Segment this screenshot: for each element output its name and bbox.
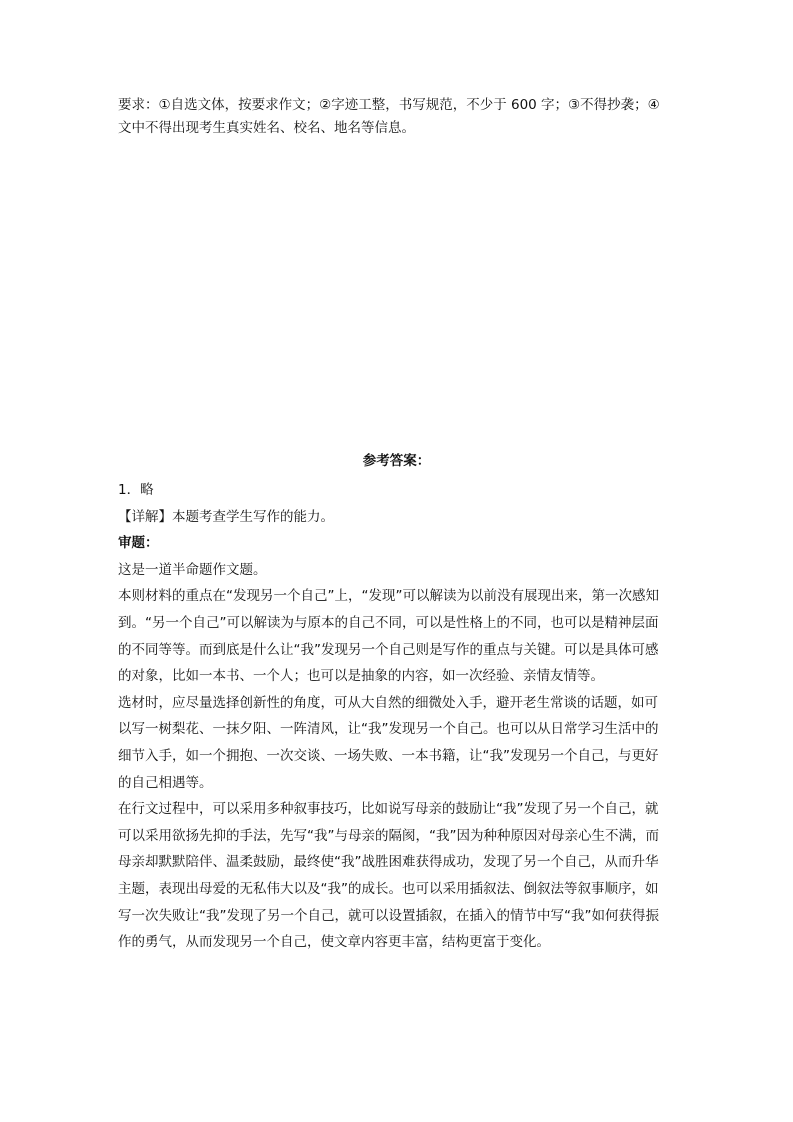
paragraph-4-line: 可以采用欲扬先抑的手法，先写“我”与母亲的隔阂，“我”因为种种原因对母亲心生不满，而: [118, 827, 659, 844]
paragraph-2-line: 的不同等等。而到底是什么让“我”发现另一个自己则是写作的重点与关键。可以是具体可感: [118, 641, 659, 658]
review-heading: 审题：: [118, 535, 159, 552]
paragraph-3-line: 以写一树梨花、一抹夕阳、一阵清风，让“我”发现另一个自己。也可以从日常学习生活中的: [118, 721, 659, 738]
paragraph-4-line: 作的勇气，从而发现另一个自己，使文章内容更丰富，结构更富于变化。: [118, 934, 550, 951]
paragraph-2-line: 的对象，比如一本书、一个人；也可以是抽象的内容，如一次经验、亲情友情等。: [118, 668, 604, 685]
answer-section-title: 参考答案：: [362, 453, 431, 469]
paragraph-2-line: 到。“另一个自己”可以解读为与原本的自己不同，可以是性格上的不同，也可以是精神层面: [118, 614, 659, 631]
paragraph-3-line: 的自己相遇等。: [118, 774, 213, 791]
requirements-line-1: 要求：①自选文体，按要求作文；②字迹工整，书写规范，不少于 600 字；③不得抄袭；④: [118, 97, 660, 113]
paragraph-3-line: 选材时，应尽量选择创新性的角度，可从大自然的细微处入手，避开老生常谈的话题，如可: [118, 694, 658, 711]
paragraph-4: [118, 796, 680, 956]
paragraph-3: [118, 690, 680, 796]
paragraph-1: 这是一道半命题作文题。: [118, 561, 267, 578]
answer-detail: 【详解】本题考查学生写作的能力。: [118, 508, 334, 525]
essay-requirements: [118, 94, 680, 140]
paragraph-2-line: 本则材料的重点在“发现另一个自己”上，“发现”可以解读为以前没有展现出来，第一次感知: [118, 588, 659, 605]
paragraph-3-line: 细节入手，如一个拥抱、一次交谈、一场失败、一本书籍，让“我”发现另一个自己，与更好: [118, 747, 659, 764]
answer-item-number: 1．略: [118, 482, 154, 498]
paragraph-4-line: 主题，表现出母爱的无私伟大以及“我”的成长。也可以采用插叙法、倒叙法等叙事顺序，如: [118, 880, 659, 897]
answer-body: [118, 477, 680, 956]
paragraph-4-line: 母亲却默默陪伴、温柔鼓励，最终使“我”战胜困难获得成功，发现了另一个自己，从而升华: [118, 854, 659, 871]
requirements-line-2: 文中不得出现考生真实姓名、校名、地名等信息。: [118, 120, 415, 136]
paragraph-4-line: 在行文过程中，可以采用多种叙事技巧，比如说写母亲的鼓励让“我”发现了另一个自己，就: [118, 801, 659, 818]
paragraph-4-line: 写一次失败让“我”发现了另一个自己，就可以设置插叙，在插入的情节中写“我”如何获得振: [118, 907, 659, 924]
paragraph-2: [118, 583, 680, 689]
